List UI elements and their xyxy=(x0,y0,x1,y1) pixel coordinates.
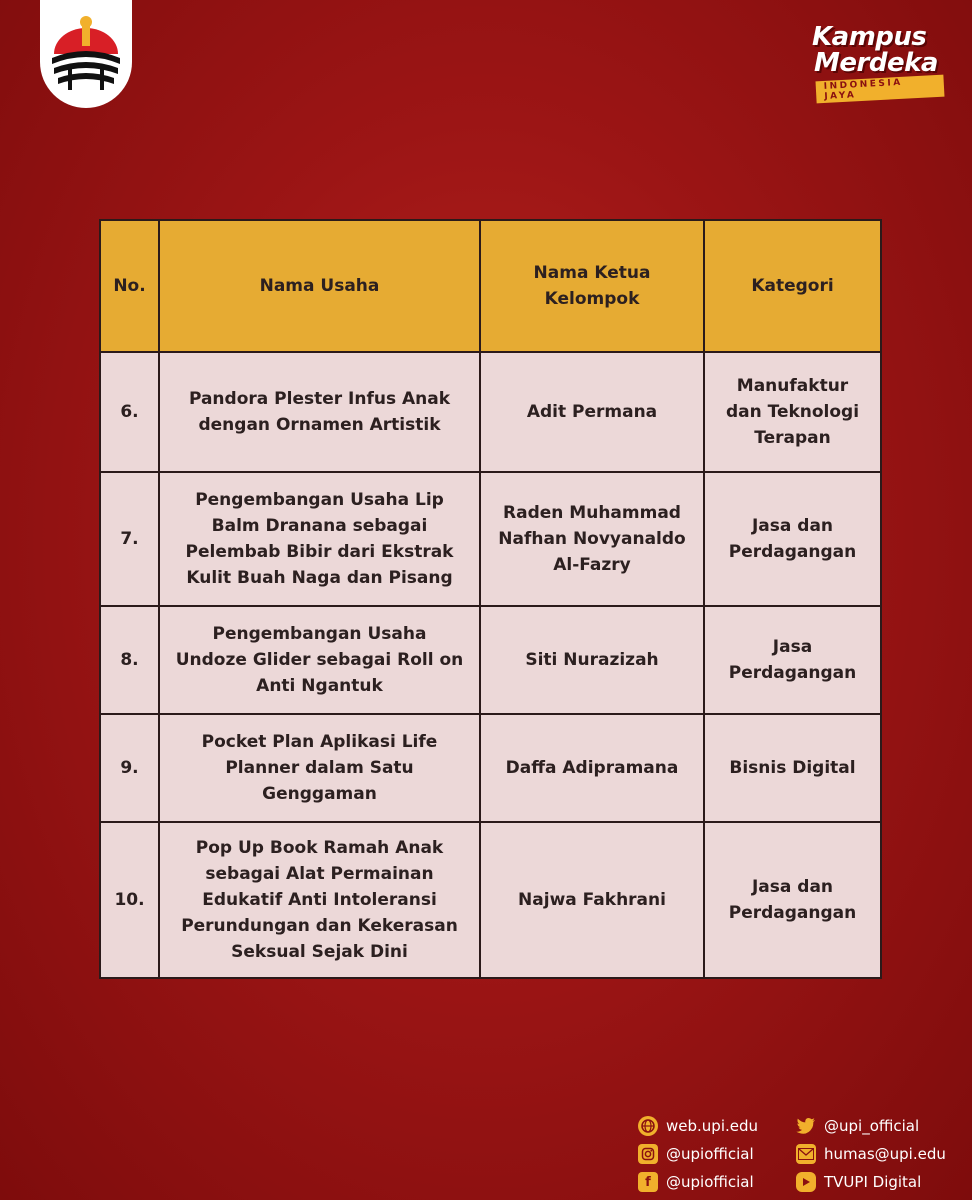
campaign-line1: Kampus xyxy=(812,22,927,52)
campaign-line2: Merdeka xyxy=(814,48,938,78)
header-nama-usaha: Nama Usaha xyxy=(159,220,480,352)
mail-icon xyxy=(796,1144,816,1164)
footer-website[interactable] xyxy=(638,1116,758,1136)
campaign-tagline: INDONESIA JAYA xyxy=(816,75,945,104)
header-no: No. xyxy=(100,220,159,352)
upi-logo xyxy=(40,0,132,108)
table-row xyxy=(100,714,881,822)
footer-facebook[interactable] xyxy=(638,1172,754,1192)
table-row xyxy=(100,352,881,472)
youtube-text: TVUPI Digital xyxy=(824,1173,922,1191)
website-text: web.upi.edu xyxy=(666,1117,759,1135)
footer-youtube[interactable] xyxy=(796,1172,921,1192)
cell-usaha-text: Pocket Plan Aplikasi Life Planner dalam Satu Genggaman xyxy=(201,732,438,804)
instagram-icon xyxy=(638,1144,658,1164)
cell-kategori: Bisnis Digital xyxy=(704,714,881,822)
cell-kategori xyxy=(704,472,881,606)
cell-usaha-text: Pandora Plester Infus Anak dengan Ornamen Artistik xyxy=(188,389,451,435)
upi-emblem-icon xyxy=(48,14,124,98)
cell-usaha-text: Pop Up Book Ramah Anak sebagai Alat Permainan Edukatif Anti Intoleransi Perundungan dan Kekerasan Seksual Sejak Dini xyxy=(181,838,458,962)
cell-usaha-text: Pengembangan Usaha Undoze Glider sebagai Roll on Anti Ngantuk xyxy=(175,624,464,696)
cell-no: 6. xyxy=(100,352,159,472)
facebook-icon: f xyxy=(638,1172,658,1192)
cell-no: 8. xyxy=(100,606,159,714)
business-table xyxy=(99,219,882,979)
header-kategori: Kategori xyxy=(704,220,881,352)
table-row xyxy=(100,472,881,606)
cell-kategori xyxy=(704,606,881,714)
cell-kategori-text: Jasa Perdagangan xyxy=(728,637,857,683)
cell-no: 7. xyxy=(100,472,159,606)
globe-icon xyxy=(638,1116,658,1136)
table-row xyxy=(100,606,881,714)
email-text: humas@upi.edu xyxy=(824,1145,946,1163)
cell-ketua xyxy=(480,472,704,606)
footer-instagram[interactable] xyxy=(638,1144,754,1164)
youtube-icon xyxy=(796,1172,816,1192)
cell-usaha xyxy=(159,352,480,472)
header-nama-ketua-text: Nama Ketua Kelompok xyxy=(533,263,651,309)
header-nama-ketua xyxy=(480,220,704,352)
cell-ketua: Siti Nurazizah xyxy=(480,606,704,714)
footer-email[interactable] xyxy=(796,1144,946,1164)
cell-kategori xyxy=(704,822,881,978)
cell-kategori-text: Jasa dan Perdagangan xyxy=(728,877,857,923)
table-row xyxy=(100,822,881,978)
cell-usaha xyxy=(159,714,480,822)
table-header-row xyxy=(100,220,881,352)
cell-ketua: Najwa Fakhrani xyxy=(480,822,704,978)
instagram-text: @upiofficial xyxy=(666,1145,754,1163)
facebook-text: @upiofficial xyxy=(666,1173,754,1191)
twitter-text: @upi_official xyxy=(824,1117,920,1135)
cell-ketua: Daffa Adipramana xyxy=(480,714,704,822)
cell-ketua-text: Raden Muhammad Nafhan Novyanaldo Al-Fazry xyxy=(498,503,686,575)
cell-usaha xyxy=(159,606,480,714)
footer-twitter[interactable] xyxy=(796,1116,919,1136)
twitter-icon xyxy=(796,1116,816,1136)
cell-kategori-text: Manufaktur dan Teknologi Terapan xyxy=(725,376,860,448)
cell-usaha xyxy=(159,822,480,978)
cell-no: 10. xyxy=(100,822,159,978)
cell-usaha-text: Pengembangan Usaha Lip Balm Dranana sebagai Pelembab Bibir dari Ekstrak Kulit Buah Naga dan Pisang xyxy=(185,490,454,588)
cell-usaha xyxy=(159,472,480,606)
kampus-merdeka-logo xyxy=(804,22,944,102)
cell-ketua: Adit Permana xyxy=(480,352,704,472)
cell-kategori-text: Jasa dan Perdagangan xyxy=(728,516,857,562)
cell-kategori xyxy=(704,352,881,472)
cell-no: 9. xyxy=(100,714,159,822)
